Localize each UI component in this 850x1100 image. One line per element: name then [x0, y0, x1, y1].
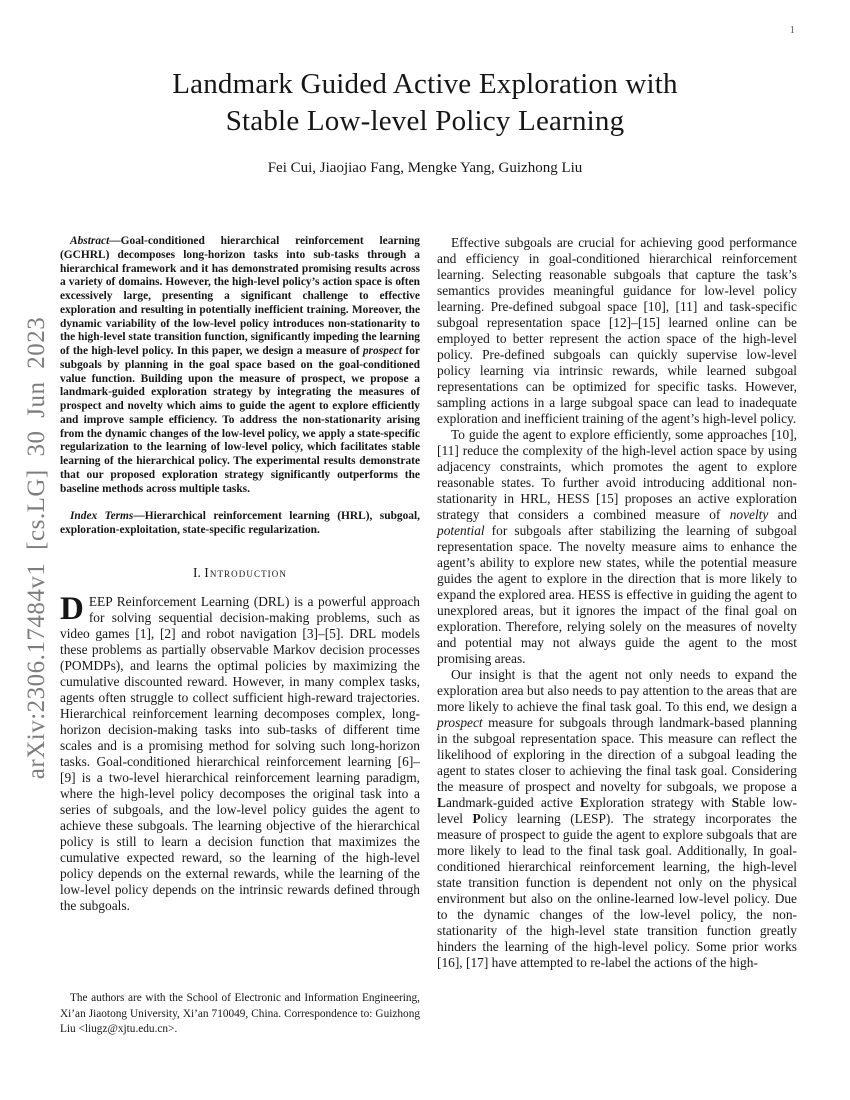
abstract-paragraph: Abstract—Goal-conditioned hierarchical reinforcement learning (GCHRL) decomposes long-horizon tasks into sub-tasks through a hierarchical framework and it has demonstrated promising results across a variety of domains. However, the high-level policy’s action space is often excessively large, presenting a significant challenge to effective exploration and resulting in potentially inefficient training. Moreover, the dynamic variability of the low-level policy introduces non-stationarity to the high-level state transition function, significantly impeding the learning of the high-level policy. In this paper, we design a measure of prospect for subgoals by planning in the goal space based on the goal-conditioned value function. Building upon the measure of prospect, we propose a landmark-guided exploration strategy by integrating the measures of prospect and novelty which aims to guide the agent to explore efficiently and improve sample efficiency. To address the non-stationarity arising from the dynamic changes of the low-level policy, we apply a state-specific regularization to the learning of low-level policy, which facilitates stable learning of the hierarchical policy. The experimental results demonstrate that our proposed exploration strategy significantly outperforms the baseline methods across multiple tasks.	[60, 235, 420, 495]
right-column	[437, 235, 797, 1037]
paper-title	[0, 66, 850, 140]
paper-authors: Fei Cui, Jiaojiao Fang, Mengke Yang, Guizhong Liu	[267, 160, 583, 176]
left-column	[60, 235, 420, 1037]
index-terms-paragraph: Index Terms—Hierarchical reinforcement learning (HRL), subgoal, exploration-exploitation, state-specific regularization.	[60, 510, 421, 536]
two-column-body	[0, 235, 850, 1037]
page-number: 1	[789, 24, 795, 36]
arxiv-watermark: arXiv:2306.17484v1 [cs.LG] 30 Jun 2023	[23, 316, 50, 780]
right-paragraph-2: To guide the agent to explore efficiently, some approaches [10], [11] reduce the complexity of the high-level action space by using adjacency constraints, which promotes the agent to explore reasonable states. To further avoid introducing additional non-stationarity in HRL, HESS [15] proposes an active exploration strategy that considers a combined measure of novelty and potential for subgoals after stabilizing the learning of subgoal representation space. The novelty measure aims to enhance the agent’s ability to explore new states, while the potential measure guides the agent to explore in the direction that is more likely to expand the explored area. HESS is effective in guiding the agent to unexplored areas, but it ignores the impact of the final goal on exploration. Therefore, relying solely on the measures of novelty and potential may not always guide the agent to the most promising areas.	[437, 427, 797, 666]
intro-paragraph	[60, 590, 420, 914]
dropcap-letter: D	[60, 590, 84, 627]
section-heading-introduction: I. Introduction	[193, 564, 287, 580]
paper-title-line1: Landmark Guided Active Exploration with	[172, 68, 678, 100]
paper-title-line2: Stable Low-level Policy Learning	[225, 105, 625, 137]
intro-paragraph-text: EEP Reinforcement Learning (DRL) is a powerful approach for solving sequential decision-making problems, such as video games [1], [2] and robot navigation [3]–[5]. DRL models these problems as partially observable Markov decision processes (POMDPs), and learns the optimal policies by maximizing the cumulative discounted reward. However, in many complex tasks, agents often struggle to collect sufficient high-reward trajectories. Hierarchical reinforcement learning decomposes complex, long-horizon decision-making tasks into sub-tasks of different time scales and is a promising method for solving such long-horizon tasks. Goal-conditioned hierarchical reinforcement learning [6]–[9] is a two-level hierarchical reinforcement learning paradigm, where the high-level policy decomposes the original task into a series of subgoals, and the low-level policy guides the agent to achieve these subgoals. The learning objective of the hierarchical policy is still to learn a decision function that maximizes the cumulative expected reward, so the learning of the high-level policy depends on the external rewards, while the learning of the low-level policy depends on the intrinsic rewards defined through the subgoals.	[60, 593, 420, 913]
right-paragraph-3: Our insight is that the agent not only needs to expand the exploration area but also needs to pay attention to the areas that are more likely to achieve the final task goal. To this end, we design a prospect measure for subgoals through landmark-based planning in the subgoal representation space. This measure can reflect the likelihood of exploring in the direction of a subgoal leading the agent to states closer to achieving the final task goal. Considering the measure of prospect and novelty for subgoals, we propose a Landmark-guided active Exploration strategy with Stable low-level Policy learning (LESP). The strategy incorporates the measure of prospect to guide the agent to explore subgoals that are more likely to lead to the final task goal. Additionally, In goal-conditioned hierarchical reinforcement learning, the high-level state transition function is dependent not only on the physical environment but also on the online-learned low-level policy. Due to the dynamic changes of the low-level policy, the non-stationarity of the high-level state transition function greatly hinders the learning of the high-level policy. Some prior works [16], [17] have attempted to re-label the actions of the high-	[437, 667, 798, 970]
author-affiliation-footnote: The authors are with the School of Electronic and Information Engineering, Xi’an Jiaotong University, Xi’an 710049, China. Correspondence to: Guizhong Liu <liugz@xjtu.edu.cn>.	[60, 992, 420, 1035]
right-paragraph-1: Effective subgoals are crucial for achieving good performance and efficiency in goal-conditioned hierarchical reinforcement learning. Selecting reasonable subgoals that capture the task’s semantics provides meaningful guidance for low-level policy learning. Pre-defined subgoal space [10], [11] and task-specific subgoal representation space [12]–[15] learned online can be employed to better represent the action space of the high-level policy. Pre-defined subgoals can quickly supervise low-level policy learning via intrinsic rewards, while learned subgoal representations can be optimized for specific tasks. However, sampling actions in a large subgoal space can lead to inadequate exploration and inefficient training of the agent’s high-level policy.	[437, 235, 797, 426]
paper-header	[0, 0, 850, 177]
